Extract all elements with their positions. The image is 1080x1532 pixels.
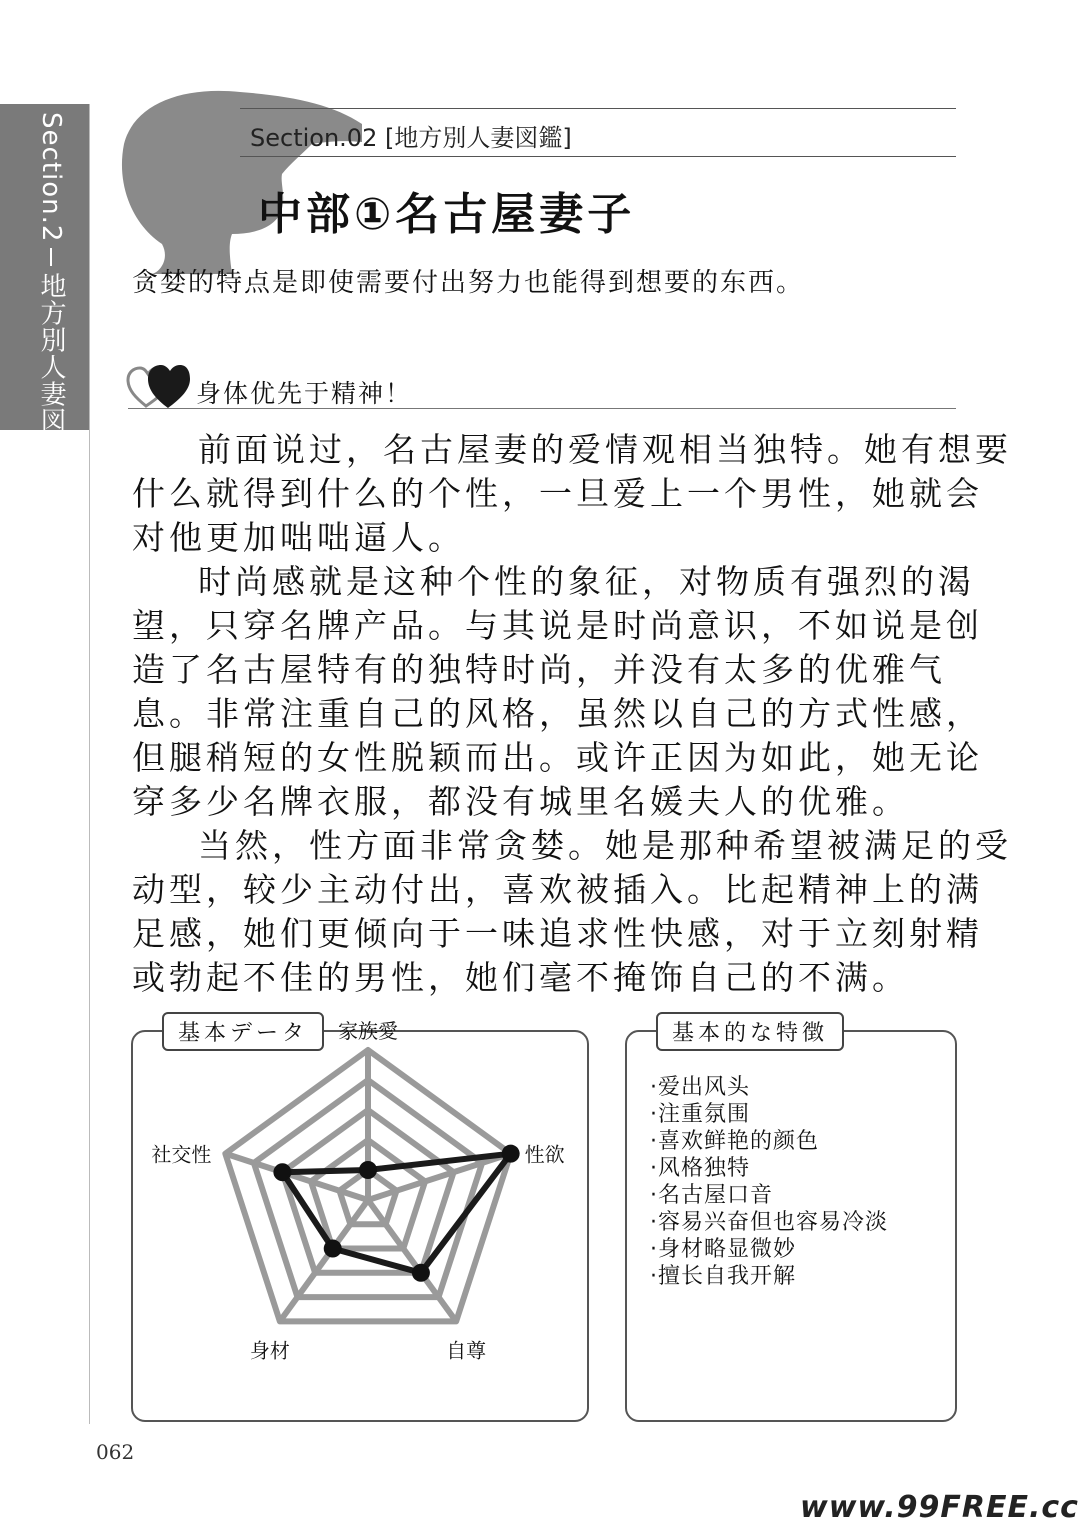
section-label: Section.02 [地方別人妻図鑑]: [250, 124, 572, 152]
page-subtitle: 贪婪的特点是即使需要付出努力也能得到想要的东西。: [132, 268, 805, 298]
features-label: 基本的な特徴: [656, 1012, 844, 1051]
page-number: 062: [96, 1440, 135, 1464]
side-tab-text: [18, 112, 70, 462]
basic-data-label: 基本データ: [162, 1012, 324, 1051]
section-heading: 身体优先于精神！: [196, 379, 413, 408]
margin-line: [89, 104, 90, 1424]
radar-point: [502, 1145, 520, 1163]
radar-axis-label: 社交性: [151, 1142, 212, 1167]
hearts-icon: [128, 362, 188, 412]
page-title: 中部①名古屋妻子: [258, 189, 636, 240]
feature-item: ·擅长自我开解: [650, 1264, 796, 1289]
paragraph: 时尚感就是这种个性的象征，对物质有强烈的渴望，只穿名牌产品。与其说是时尚意识，不如说是创造了名古屋特有的独特时尚，并没有太多的优雅气息。非常注重自己的风格，虽然以自己的方式性感，但腿稍短的女性脱颖而出。或许正因为如此，她无论穿多少名牌衣服，都没有城里名媛夫人的优雅。: [132, 562, 983, 821]
feature-item: ·名古屋口音: [650, 1183, 773, 1208]
body-text: [132, 428, 1016, 1000]
feature-item: ·容易兴奋但也容易冷淡: [650, 1210, 888, 1235]
radar-axis-label: 性欲: [524, 1142, 565, 1167]
header-rule-top: [240, 108, 956, 109]
feature-item: ·身材略显微妙: [650, 1237, 796, 1262]
radar-point: [273, 1163, 291, 1181]
feature-item: ·爱出风头: [650, 1075, 750, 1100]
radar-axis-label: 自尊: [446, 1338, 487, 1363]
header-rule-bottom: [240, 156, 956, 157]
radar-axis-label: 身材: [249, 1338, 290, 1363]
paragraph: 前面说过，名古屋妻的爱情观相当独特。她有想要什么就得到什么的个性，一旦爱上一个男性，她就会对他更加咄咄逼人。: [132, 430, 1012, 557]
heading-rule: [128, 408, 956, 409]
watermark: www.99FREE.cc: [800, 1490, 1079, 1525]
feature-item: ·风格独特: [650, 1156, 750, 1181]
radar-point: [324, 1240, 342, 1258]
radar-axis-label: 家族愛: [338, 1019, 398, 1043]
side-section: Section.2: [36, 112, 66, 243]
side-section-name: 地方別人妻図鑑: [36, 272, 66, 462]
feature-item: ·喜欢鲜艳的颜色: [650, 1129, 819, 1154]
radar-grid: [225, 1050, 510, 1321]
feature-item: ·注重氛围: [650, 1102, 750, 1127]
radar-point: [412, 1264, 430, 1282]
side-divider: [50, 248, 52, 266]
radar-point: [359, 1161, 377, 1179]
paragraph: 当然，性方面非常贪婪。她是那种希望被满足的受动型，较少主动付出，喜欢被插入。比起精神上的满足感，她们更倾向于一味追求性快感，对于立刻射精或勃起不佳的男性，她们毫不掩饰自己的不满。: [132, 826, 1012, 997]
radar-axis-labels: [151, 1019, 564, 1362]
features-list: [650, 1074, 888, 1290]
